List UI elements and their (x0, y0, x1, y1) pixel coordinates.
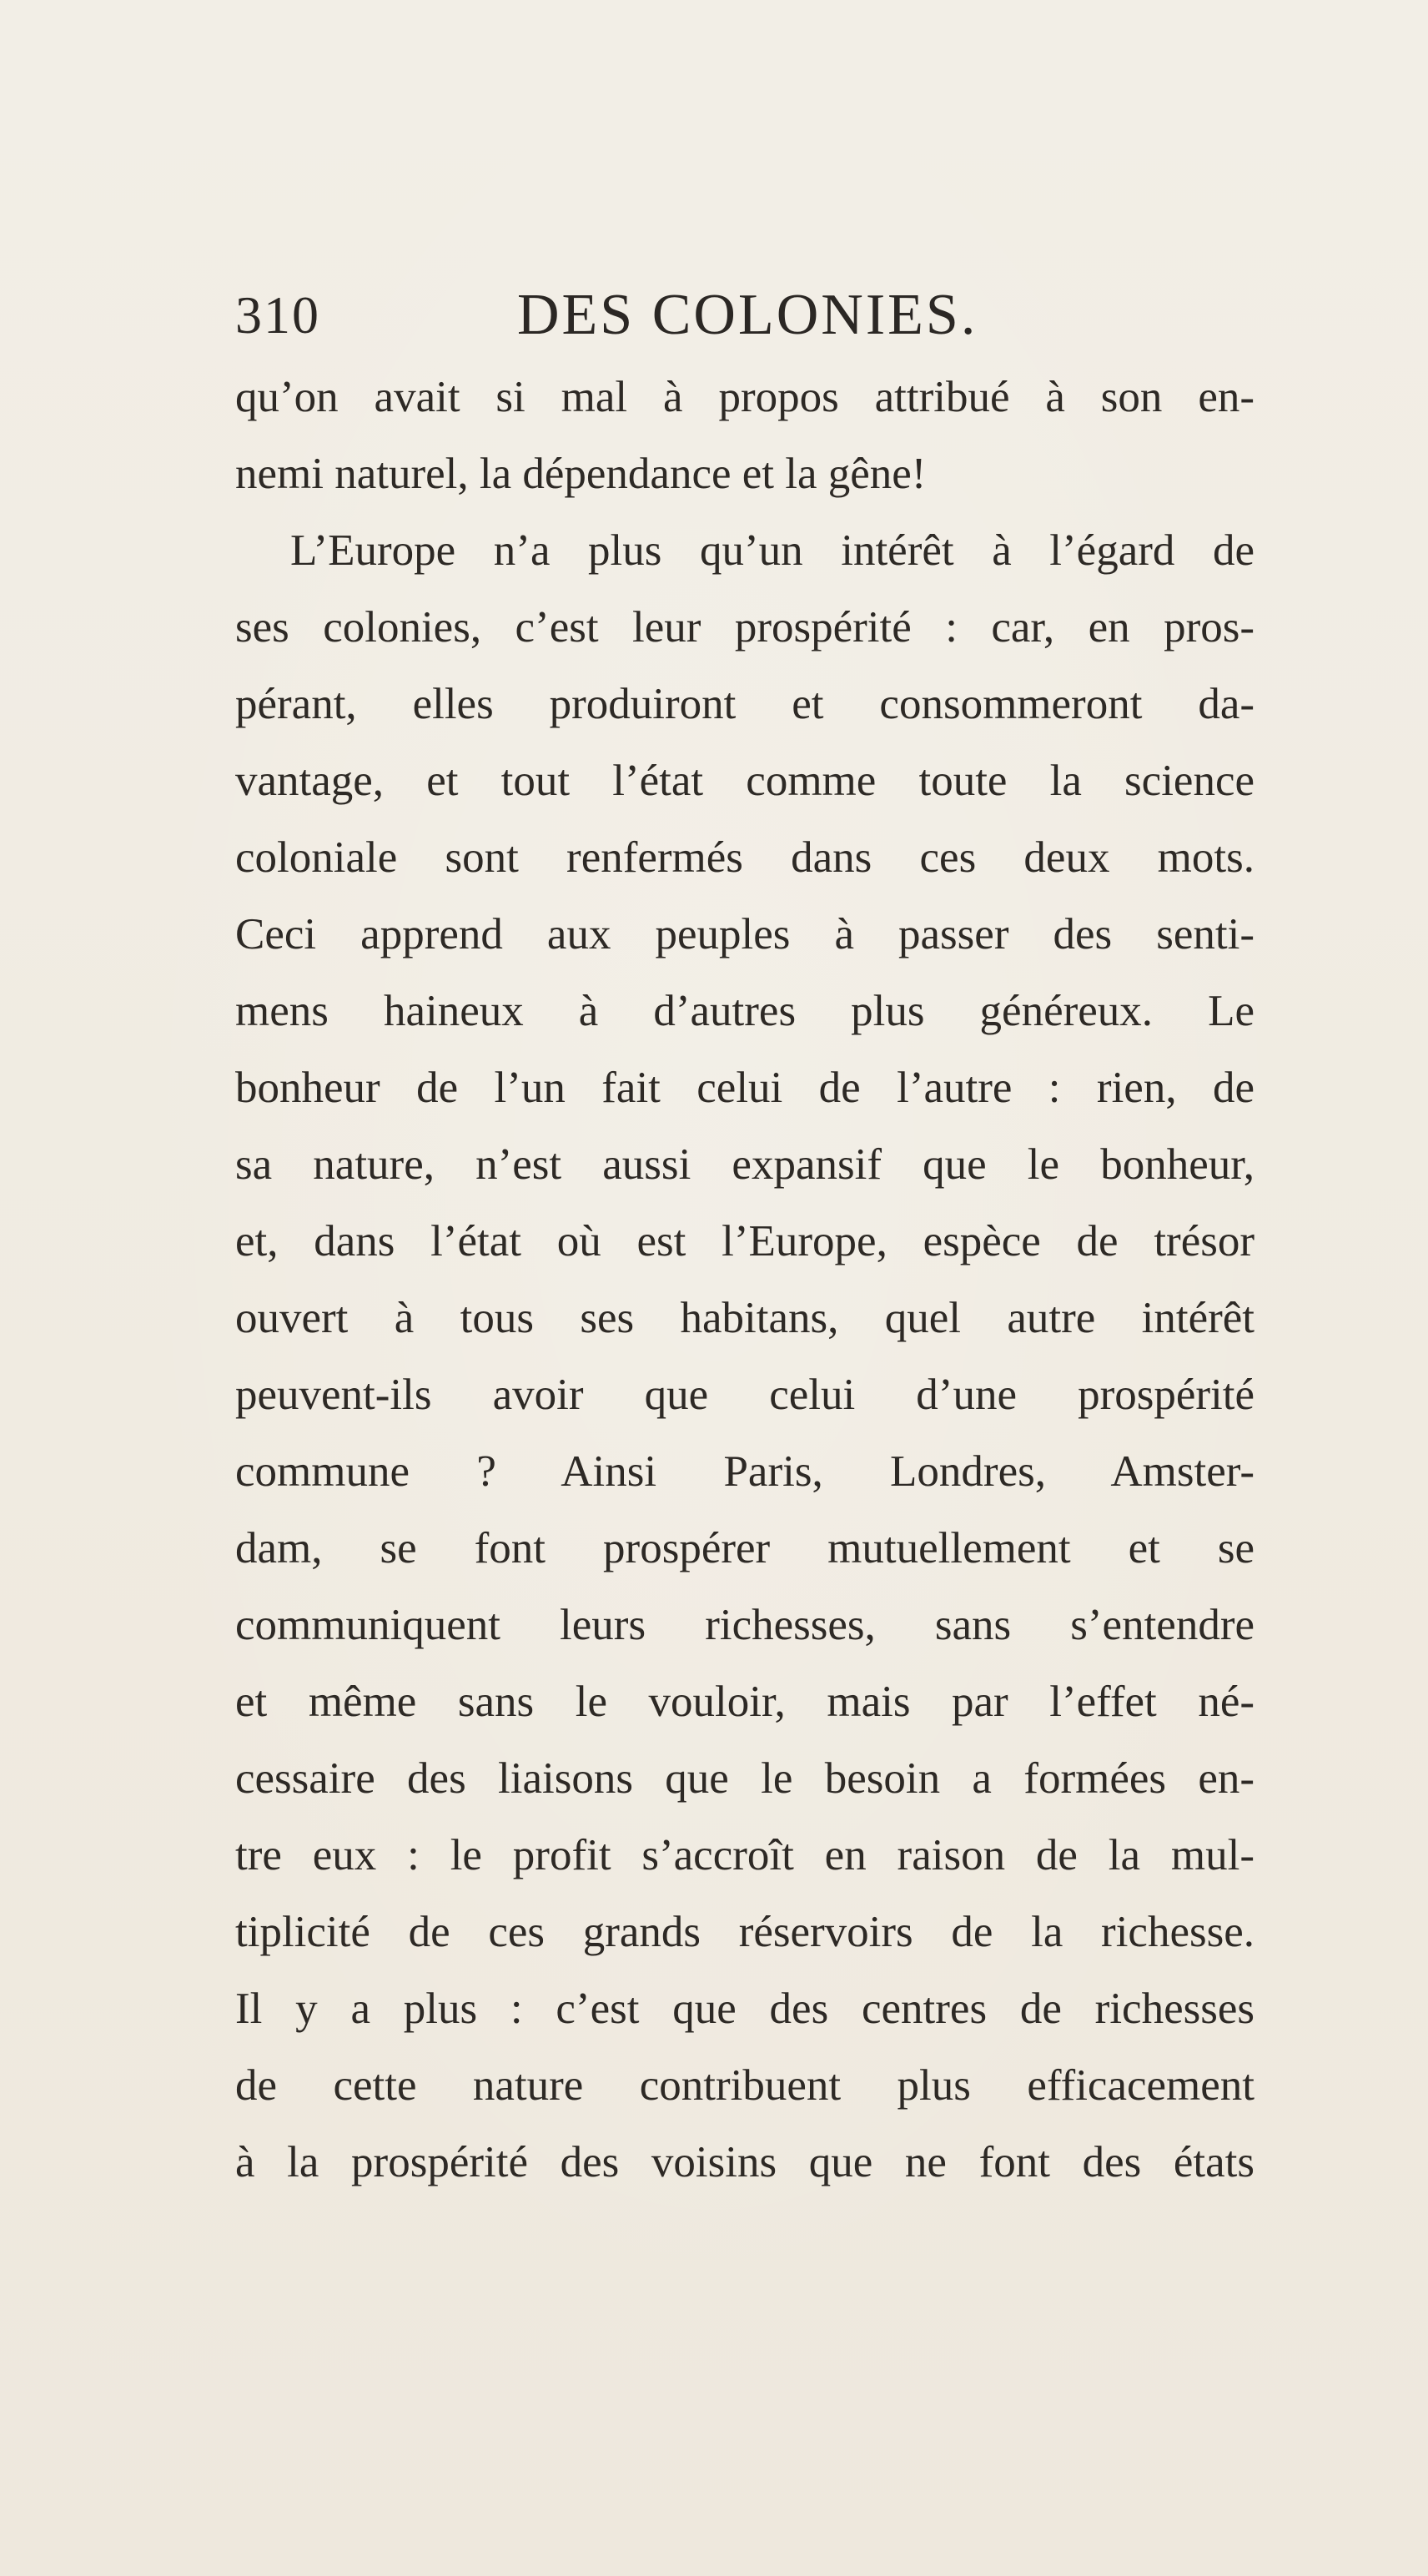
text-line: ouvert à tous ses habitans, quel autre intérêt (235, 1294, 1255, 1342)
page-header (235, 282, 1219, 349)
text-line: et, dans l’état où est l’Europe, espèce de trésor (235, 1217, 1255, 1265)
text-line: commune ? Ainsi Paris, Londres, Amster- (235, 1447, 1255, 1496)
text-line: tre eux : le profit s’accroît en raison de la mul- (235, 1831, 1255, 1879)
text-line: et même sans le vouloir, mais par l’effet né- (235, 1678, 1255, 1726)
text-line: de cette nature contribuent plus efficacement (235, 2061, 1255, 2110)
running-title: DES COLONIES. (517, 283, 978, 347)
text-line: tiplicité de ces grands réservoirs de la richesse. (235, 1908, 1255, 1956)
text-line: Ceci apprend aux peuples à passer des senti- (235, 910, 1255, 958)
text-line: cessaire des liaisons que le besoin a formées en- (235, 1754, 1255, 1803)
text-line: mens haineux à d’autres plus généreux. Le (235, 987, 1255, 1035)
text-line: Il y a plus : c’est que des centres de richesses (235, 1985, 1255, 2033)
text-line: communiquent leurs richesses, sans s’entendre (235, 1601, 1255, 1649)
text-line: nemi naturel, la dépendance et la gêne! (235, 450, 927, 498)
text-line: pérant, elles produiront et consommeront da- (235, 680, 1255, 728)
text-line: bonheur de l’un fait celui de l’autre : rien, de (235, 1064, 1255, 1112)
text-line: coloniale sont renfermés dans ces deux mots. (235, 833, 1255, 882)
page-number: 310 (235, 285, 320, 345)
body-text (235, 359, 1255, 2201)
text-line: peuvent-ils avoir que celui d’une prospérité (235, 1371, 1255, 1419)
text-line: qu’on avait si mal à propos attribué à son en- (235, 373, 1255, 421)
text-line: vantage, et tout l’état comme toute la science (235, 757, 1255, 805)
text-line: à la prospérité des voisins que ne font des états (235, 2138, 1255, 2186)
text-line: sa nature, n’est aussi expansif que le bonheur, (235, 1140, 1255, 1189)
text-line: dam, se font prospérer mutuellement et se (235, 1524, 1255, 1572)
paragraph-start-line: L’Europe n’a plus qu’un intérêt à l’égard de (290, 526, 1255, 575)
text-line: ses colonies, c’est leur prospérité : car, en pros- (235, 603, 1255, 652)
